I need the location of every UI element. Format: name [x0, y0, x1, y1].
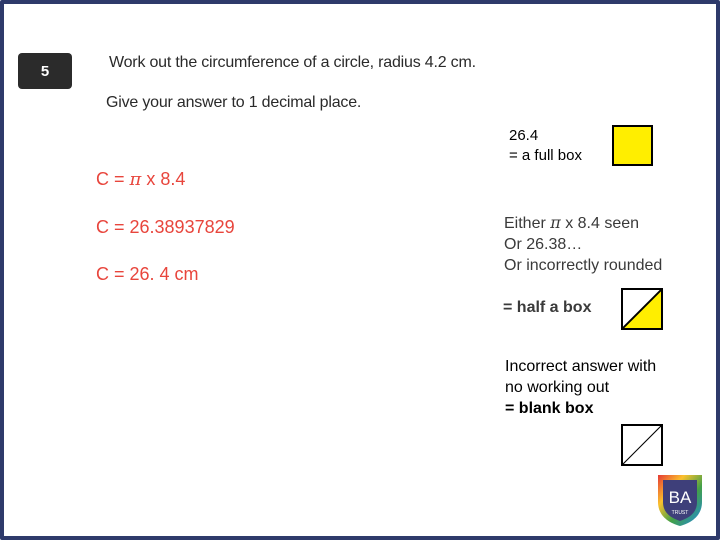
blank-criteria-line-2: no working out [505, 379, 610, 396]
half-box-criteria [504, 212, 662, 276]
half-either-prefix: Either [504, 215, 551, 232]
question-instruction: Give your answer to 1 decimal place. [106, 94, 362, 111]
blank-criteria-line-3: = blank box [505, 400, 594, 417]
full-box-criteria [509, 126, 582, 166]
working-line-1-prefix: C = [96, 169, 130, 189]
half-box-label: = half a box [503, 299, 592, 316]
working-line-2: C = 26.38937829 [96, 217, 235, 237]
working-line-1-suffix: x 8.4 [141, 169, 186, 189]
half-criteria-line-3: Or incorrectly rounded [504, 257, 663, 274]
shield-icon [655, 472, 705, 528]
half-box [621, 288, 663, 330]
half-criteria-line-1 [504, 212, 662, 234]
working-line-3: C = 26. 4 cm [96, 264, 199, 284]
pi-symbol: π [550, 213, 561, 232]
blank-box-diagonal [623, 426, 661, 464]
ba-trust-logo [655, 472, 705, 528]
blank-criteria-line-1: Incorrect answer with [505, 358, 657, 375]
full-box [612, 125, 653, 166]
full-box-label: = a full box [509, 147, 582, 164]
blank-box [621, 424, 663, 466]
question-number-badge: 5 [18, 53, 72, 89]
logo-letters: BA [668, 488, 692, 507]
half-criteria-line-2: Or 26.38… [504, 236, 583, 253]
blank-box-criteria [505, 356, 656, 419]
working-line-1 [96, 169, 185, 190]
full-box-answer: 26.4 [509, 127, 539, 144]
half-either-suffix: x 8.4 seen [560, 215, 640, 232]
pi-symbol: π [129, 169, 142, 190]
logo-subtitle: TRUST [671, 510, 689, 516]
half-box-fill [623, 290, 661, 328]
question-text: Work out the circumference of a circle, radius 4.2 cm. [109, 54, 476, 71]
